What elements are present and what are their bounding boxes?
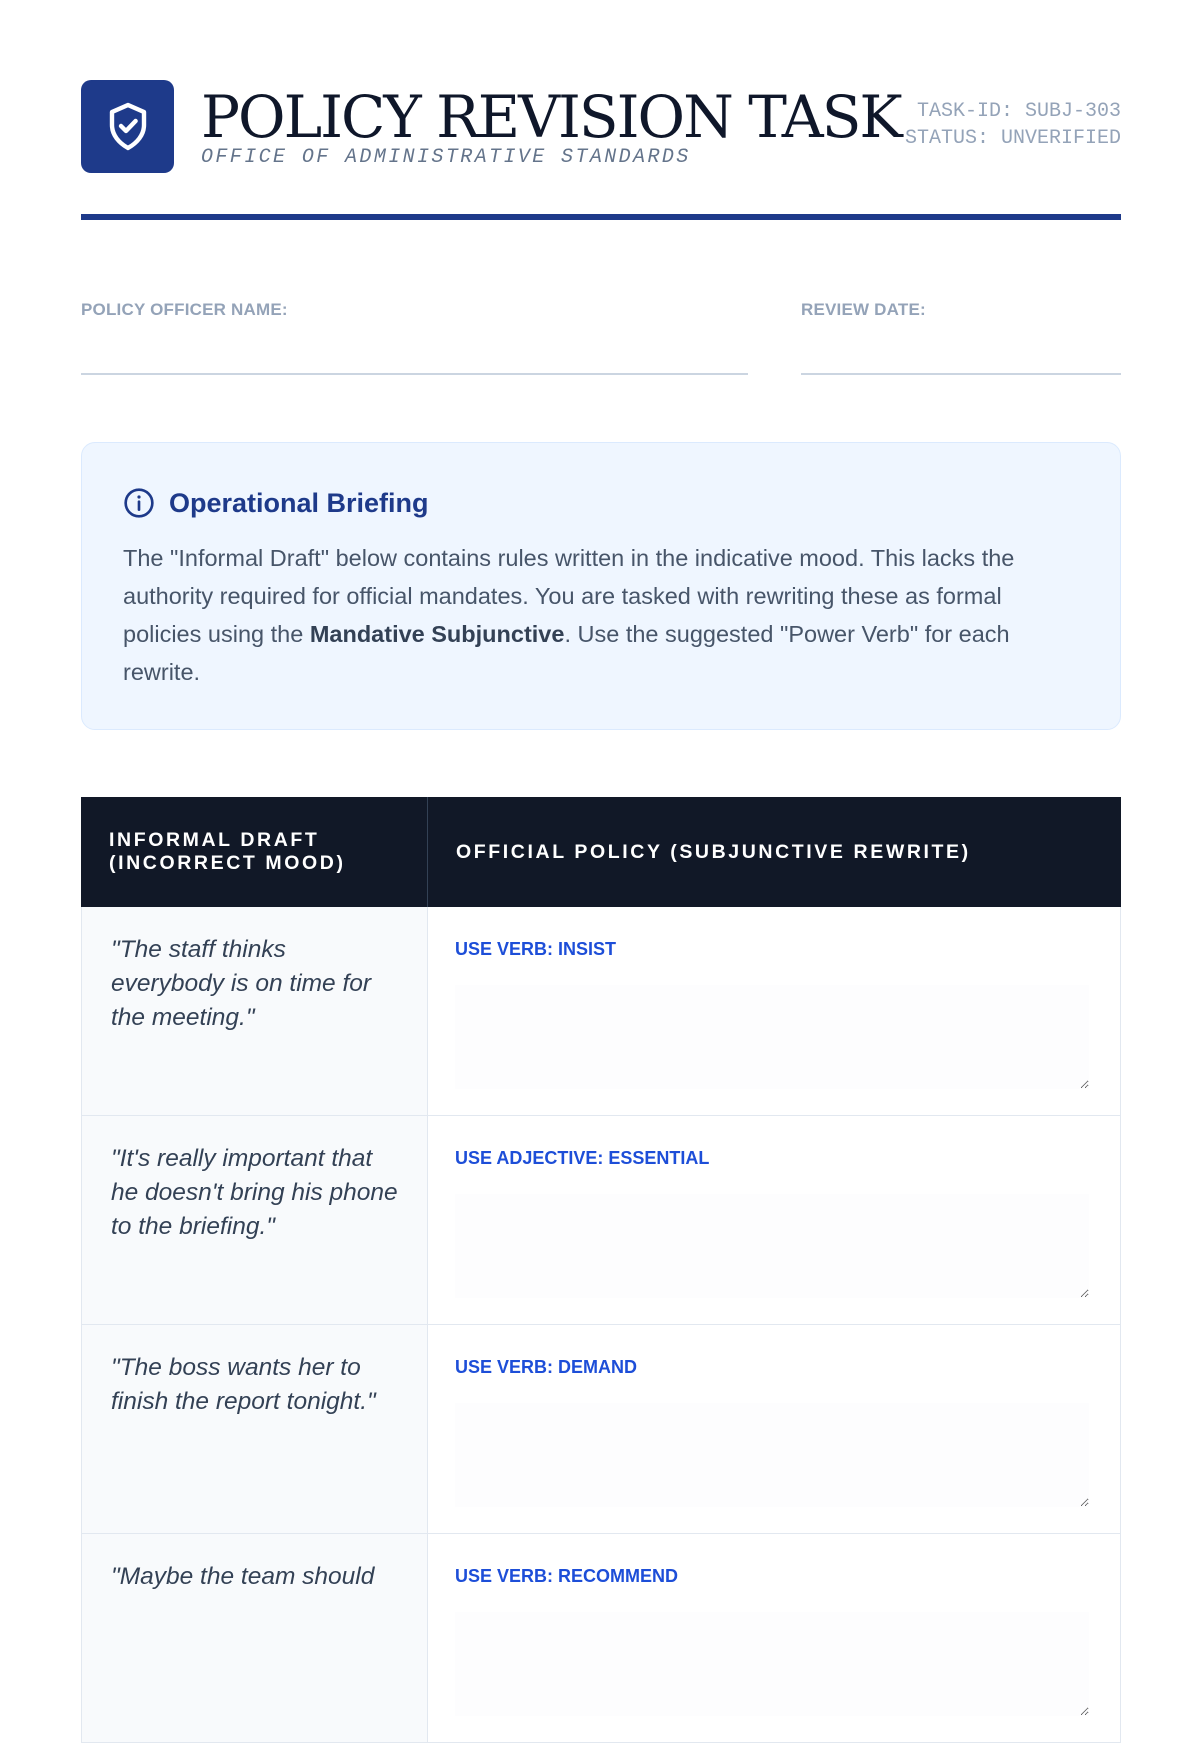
rewrite-cell xyxy=(428,1534,1120,1742)
briefing-header xyxy=(123,487,429,519)
verb-hint: USE VERB: INSIST xyxy=(455,939,617,959)
verb-hint: USE ADJECTIVE: ESSENTIAL xyxy=(455,1148,710,1168)
rewrite-input[interactable] xyxy=(455,985,1089,1089)
table-header xyxy=(81,797,1121,907)
table-row xyxy=(81,1534,1121,1743)
rewrite-table xyxy=(81,797,1121,1743)
briefing-title: Operational Briefing xyxy=(169,487,429,518)
table-row xyxy=(81,1325,1121,1534)
review-date-field[interactable] xyxy=(801,300,1121,320)
briefing-text: The "Informal Draft" below contains rules written in the indicative mood. This lacks the authority required for official mandates. You are tasked with rewriting these as formal policies using the Mandative Subjunctive. Use the suggested "Power Verb" for each rewrite. xyxy=(123,545,1015,685)
officer-name-field[interactable] xyxy=(81,300,748,320)
review-date-line[interactable] xyxy=(801,373,1121,375)
officer-name-line[interactable] xyxy=(81,373,748,375)
page-title: POLICY REVISION TASK xyxy=(201,83,901,151)
table-row xyxy=(81,907,1121,1116)
draft-sentence: "It's really important that he doesn't bring his phone to the briefing." xyxy=(82,1116,428,1324)
column-header-draft: INFORMAL DRAFT (INCORRECT MOOD) xyxy=(81,797,428,907)
draft-sentence: "The staff thinks everybody is on time for the meeting." xyxy=(82,907,428,1115)
rewrite-cell xyxy=(428,907,1120,1115)
rewrite-cell xyxy=(428,1116,1120,1324)
table-row xyxy=(81,1116,1121,1325)
officer-name-label: POLICY OFFICER NAME: xyxy=(81,300,288,319)
review-date-label: REVIEW DATE: xyxy=(801,300,926,319)
task-status: STATUS: UNVERIFIED xyxy=(904,127,1121,150)
header-divider xyxy=(81,214,1121,220)
page-subtitle: OFFICE OF ADMINISTRATIVE STANDARDS xyxy=(201,146,691,169)
task-id: TASK-ID: SUBJ-303 xyxy=(916,100,1121,123)
verb-hint: USE VERB: RECOMMEND xyxy=(455,1566,679,1586)
briefing-box xyxy=(81,442,1121,730)
rewrite-input[interactable] xyxy=(455,1194,1089,1298)
shield-check-icon xyxy=(104,101,152,153)
rewrite-input[interactable] xyxy=(455,1403,1089,1507)
task-meta xyxy=(905,98,1121,152)
draft-sentence: "The boss wants her to finish the report tonight." xyxy=(82,1325,428,1533)
draft-sentence: "Maybe the team should xyxy=(82,1534,428,1742)
logo-badge xyxy=(81,80,174,173)
verb-hint: USE VERB: DEMAND xyxy=(455,1357,638,1377)
briefing-emphasis: Mandative Subjunctive xyxy=(309,621,565,647)
column-header-policy: OFFICIAL POLICY (SUBJUNCTIVE REWRITE) xyxy=(456,840,971,863)
rewrite-input[interactable] xyxy=(455,1612,1089,1716)
info-icon xyxy=(123,487,155,519)
page-header xyxy=(81,80,1121,220)
rewrite-cell xyxy=(428,1325,1120,1533)
